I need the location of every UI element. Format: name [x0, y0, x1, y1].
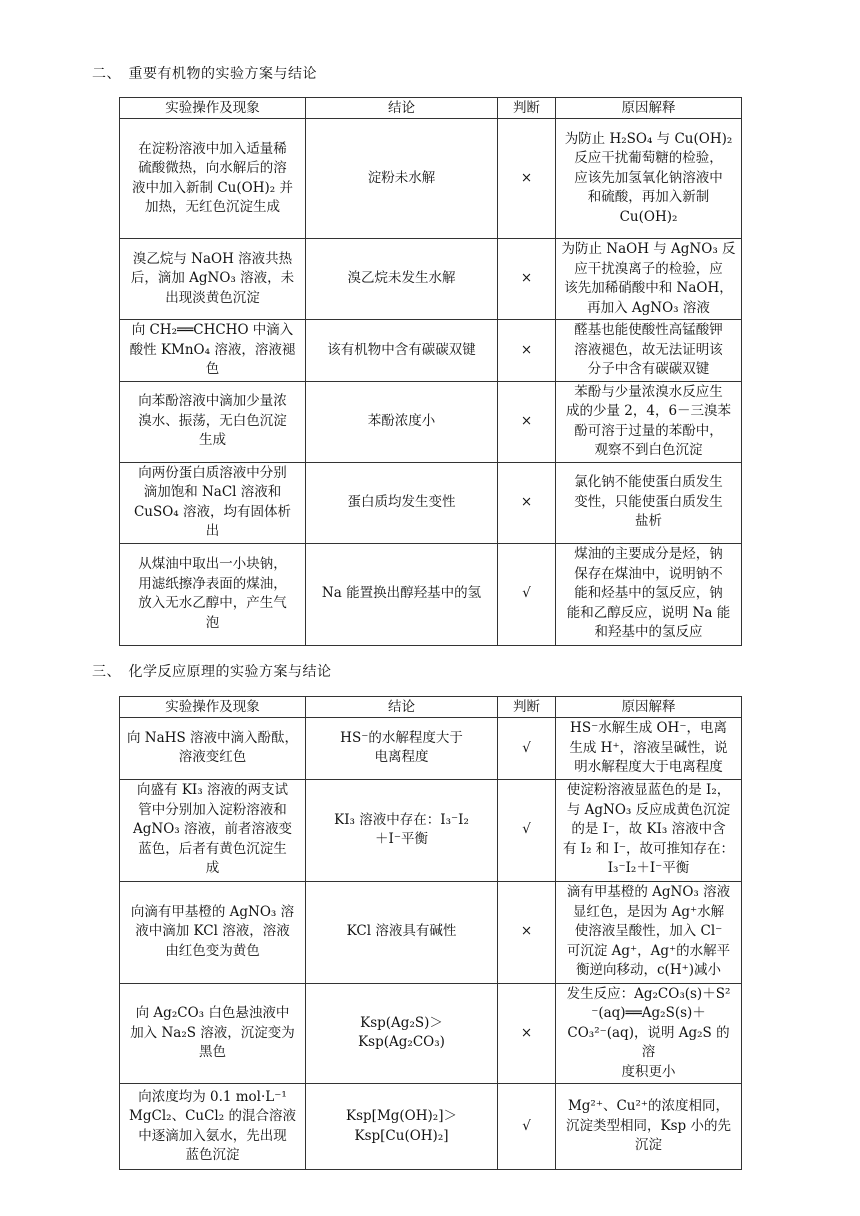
operation-cell: 向滴有甲基橙的 AgNO₃ 溶 液中滴加 KCl 溶液，溶液 由红色变为黄色: [120, 881, 306, 983]
table-row: [120, 1084, 742, 1170]
judgment-cell: ×: [498, 462, 556, 543]
reason-cell: 苯酚与少量浓溴水反应生 成的少量 2，4，6－三溴苯 酚可溶于过量的苯酚中， 观察不到白色沉淀: [556, 381, 742, 462]
judgment-cell: ×: [498, 119, 556, 239]
reason-cell: HS⁻水解生成 OH⁻，电离 生成 H⁺，溶液呈碱性，说 明水解程度大于电离程度: [556, 718, 742, 780]
reason-cell: 醛基也能使酸性高锰酸钾 溶液褪色，故无法证明该 分子中含有碳碳双键: [556, 320, 742, 382]
conclusion-cell: Ksp(Ag₂S)＞ Ksp(Ag₂CO₃): [306, 983, 498, 1084]
reason-cell: 发生反应：Ag₂CO₃(s)＋S² ⁻(aq)══Ag₂S(s)＋ CO₃²⁻(aq)，说明 Ag₂S 的溶 度积更小: [556, 983, 742, 1084]
conclusion-cell: 淀粉未水解: [306, 119, 498, 239]
table-header-row: [120, 98, 742, 119]
conclusion-cell: KI₃ 溶液中存在：I₃⁻I₂ ＋I⁻平衡: [306, 779, 498, 881]
operation-cell: 溴乙烷与 NaOH 溶液共热 后，滴加 AgNO₃ 溶液，未 出现淡黄色沉淀: [120, 239, 306, 320]
header-judgment: 判断: [498, 697, 556, 718]
reason-cell: Mg²⁺、Cu²⁺的浓度相同， 沉淀类型相同，Ksp 小的先 沉淀: [556, 1084, 742, 1170]
reaction-principle-table: [119, 696, 742, 1170]
judgment-cell: ×: [498, 381, 556, 462]
conclusion-cell: Ksp[Mg(OH)₂]＞ Ksp[Cu(OH)₂]: [306, 1084, 498, 1170]
conclusion-cell: 溴乙烷未发生水解: [306, 239, 498, 320]
judgment-cell: √: [498, 779, 556, 881]
judgment-cell: ×: [498, 983, 556, 1084]
header-operation: 实验操作及现象: [120, 98, 306, 119]
header-reason: 原因解释: [556, 697, 742, 718]
reason-cell: 为防止 H₂SO₄ 与 Cu(OH)₂ 反应干扰葡萄糖的检验， 应该先加氢氧化钠溶液中 和硫酸，再加入新制 Cu(OH)₂: [556, 119, 742, 239]
operation-cell: 向 Ag₂CO₃ 白色悬浊液中 加入 Na₂S 溶液，沉淀变为 黑色: [120, 983, 306, 1084]
judgment-cell: ×: [498, 320, 556, 382]
judgment-cell: √: [498, 543, 556, 645]
table-row: [120, 983, 742, 1084]
judgment-cell: ×: [498, 881, 556, 983]
operation-cell: 向浓度均为 0.1 mol·L⁻¹ MgCl₂、CuCl₂ 的混合溶液 中逐滴加入氨水，先出现 蓝色沉淀: [120, 1084, 306, 1170]
reason-cell: 使淀粉溶液显蓝色的是 I₂， 与 AgNO₃ 反应成黄色沉淀 的是 I⁻，故 KI₃ 溶液中含 有 I₂ 和 I⁻，故可推知存在： I₃⁻I₂＋I⁻平衡: [556, 779, 742, 881]
table-row: [120, 779, 742, 881]
judgment-cell: √: [498, 718, 556, 780]
operation-cell: 向两份蛋白质溶液中分别 滴加饱和 NaCl 溶液和 CuSO₄ 溶液，均有固体析 出: [120, 462, 306, 543]
reason-cell: 为防止 NaOH 与 AgNO₃ 反 应干扰溴离子的检验，应 该先加稀硝酸中和 NaOH， 再加入 AgNO₃ 溶液: [556, 239, 742, 320]
table-row: [120, 119, 742, 239]
table-row: [120, 381, 742, 462]
conclusion-cell: Na 能置换出醇羟基中的氢: [306, 543, 498, 645]
organic-experiments-table: [119, 97, 742, 646]
conclusion-cell: KCl 溶液具有碱性: [306, 881, 498, 983]
header-conclusion: 结论: [306, 98, 498, 119]
conclusion-cell: 苯酚浓度小: [306, 381, 498, 462]
section-2-title: 二、 重要有机物的实验方案与结论: [92, 66, 317, 82]
table-row: [120, 320, 742, 382]
operation-cell: 向 NaHS 溶液中滴入酚酞， 溶液变红色: [120, 718, 306, 780]
table-row: [120, 239, 742, 320]
header-judgment: 判断: [498, 98, 556, 119]
table-row: [120, 462, 742, 543]
section-3-title: 三、 化学反应原理的实验方案与结论: [92, 664, 332, 680]
table-row: [120, 881, 742, 983]
conclusion-cell: 该有机物中含有碳碳双键: [306, 320, 498, 382]
reason-cell: 滴有甲基橙的 AgNO₃ 溶液 显红色，是因为 Ag⁺水解 使溶液呈酸性，加入 Cl⁻ 可沉淀 Ag⁺，Ag⁺的水解平 衡逆向移动，c(H⁺)减小: [556, 881, 742, 983]
table-row: [120, 543, 742, 645]
judgment-cell: √: [498, 1084, 556, 1170]
operation-cell: 在淀粉溶液中加入适量稀 硫酸微热，向水解后的溶 液中加入新制 Cu(OH)₂ 并 加热，无红色沉淀生成: [120, 119, 306, 239]
header-reason: 原因解释: [556, 98, 742, 119]
header-conclusion: 结论: [306, 697, 498, 718]
reason-cell: 氯化钠不能使蛋白质发生 变性，只能使蛋白质发生 盐析: [556, 462, 742, 543]
table-header-row: [120, 697, 742, 718]
reason-cell: 煤油的主要成分是烃，钠 保存在煤油中，说明钠不 能和烃基中的氢反应，钠 能和乙醇反应，说明 Na 能 和羟基中的氢反应: [556, 543, 742, 645]
operation-cell: 向 CH₂══CHCHO 中滴入 酸性 KMnO₄ 溶液，溶液褪 色: [120, 320, 306, 382]
conclusion-cell: 蛋白质均发生变性: [306, 462, 498, 543]
operation-cell: 从煤油中取出一小块钠， 用滤纸擦净表面的煤油， 放入无水乙醇中，产生气 泡: [120, 543, 306, 645]
conclusion-cell: HS⁻的水解程度大于 电离程度: [306, 718, 498, 780]
operation-cell: 向苯酚溶液中滴加少量浓 溴水、振荡，无白色沉淀 生成: [120, 381, 306, 462]
judgment-cell: ×: [498, 239, 556, 320]
operation-cell: 向盛有 KI₃ 溶液的两支试 管中分别加入淀粉溶液和 AgNO₃ 溶液，前者溶液变 蓝色，后者有黄色沉淀生 成: [120, 779, 306, 881]
header-operation: 实验操作及现象: [120, 697, 306, 718]
table-row: [120, 718, 742, 780]
